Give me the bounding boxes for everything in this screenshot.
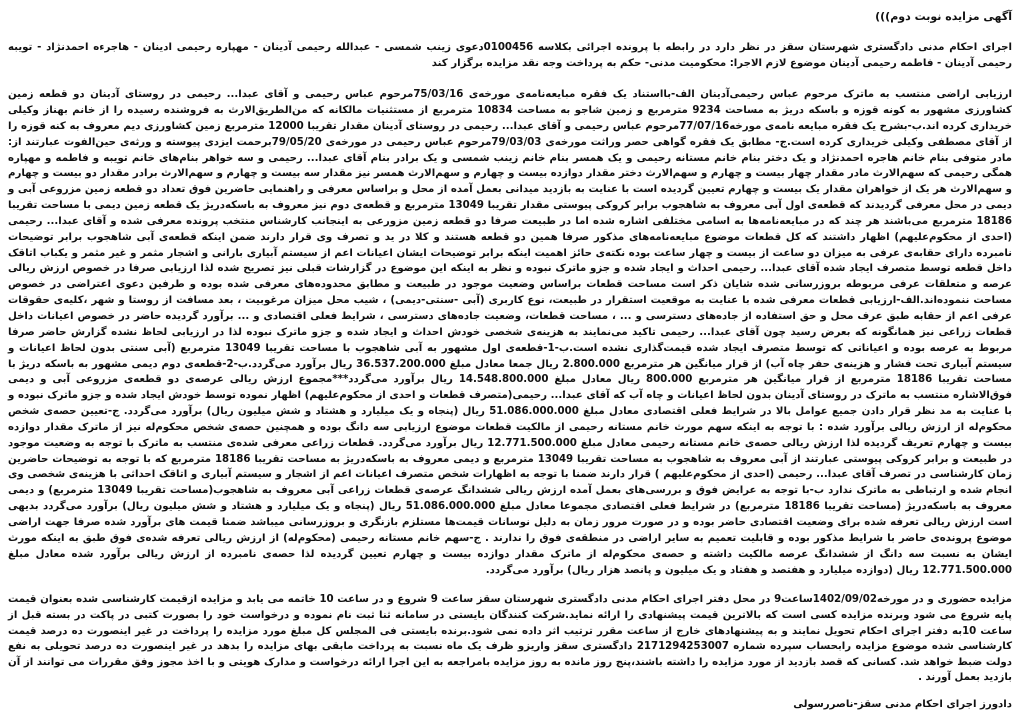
auction-notice: [8, 0, 1012, 712]
notice-auction-terms: مزایده حضوری و در مورخه1402/09/02ساعت9 در محل دفتر اجرای احکام مدنی دادگستری شهرستان سقز ساعت 9 شروع و در ساعت 10 خاتمه می یابد و مزایده ازقیمت کارشناسی شده بعنوان قیمت پایه شروع می شود وبرنده مزایده کسی است که بالاترین قیمت پیشنهادی را ارائه نماید.شرکت کنندگان بایستی در سامانه ثنا ثبت نام نموده و درخواست خود را بصورت کتبی در پاکت در بسته قبل از ساعت 10به دفتر اجرای احکام تحویل نمایند و به پیشنهادهای خارج از ساعت مقرر ترتیب اثر داده نمی شود.برنده بایستی فی المجلس کل مبلغ مورد مزایده را پرداخت در غیر اینصورت ده درصد قیمت کارشناسی شده موضوع مزایده رابحساب سپرده شماره 2171294253007 دادگستری سقز واریزو ظرف یک ماه نسبت به پرداخت مابقی بهای مزایده را بدهد در غیر اینصورت ده درصد تحویلی به نفع دولت ضبط خواهد شد. کسانی که قصد بازدید از مورد مزایده را داشته باشند،پنج روز مانده به روز مزایده بامراجعه به این اجرا ارائه درخواست و مدارک هویتی و با اخذ مجوز وفق مقررات می توانند از آن بازدید بعمل آورند .: [8, 594, 1012, 684]
notice-signature: دادورز اجرای احکام مدنی سقز-ناصررسولی: [793, 698, 1012, 710]
notice-intro: اجرای احکام مدنی دادگستری شهرستان سقز در نظر دارد در رابطه با پرونده اجرائی بکلاسه 0100456دعوی زینب شمسی - عبدالله رحیمی آدینان - مهپاره رحیمی ادینان - هاجرءه احمدنژاد - تویبه رحیمی آدینان - فاطمه رحیمی آدینان موضوع لازم الاجرا: محکومیت مدنی- حکم به پرداخت وجه نقد مزایده برگزار کند: [8, 42, 1012, 69]
notice-title: آگهی مزایده نوبت دوم))): [875, 10, 1012, 23]
notice-assessment-body: ارزیابی اراضی منتسب به ماترک مرحوم عباس رحیمی‌آدینان الف-بااستناد یک فقره مبایعه‌نامه‌ی مورخه‌ی 75/03/16مرحوم عباس رحیمی و آقای عبدا... رحیمی در روستای آدینان دو قطعه زمین کشاورزی مشهور به کونه قوزه و باسکه دریژ به مساحت 9234 مترمربع و زمین شاجو به مساحت 10834 مترمربع از مستثنیات مالکانه که من‌الطریق‌الارث به فروشنده رسیده را از خانم بهناز وکیلی خریداری کرده اند.ب-بشرح یک فقره مبایعه نامه‌ی مورخه77/07/16مرحوم عباس رحیمی و آقای عبدا... رحیمی در روستای آدینان مقدار تقریبا 12000 مترمربع زمین کشاورزی دیم معروف به کنه قوزه را از آقای مصطفی وکیلی خریداری کرده است.ج- مطابق یک فقره گواهی حصر وراثت مورخه‌ی 79/03/03مرحوم عباس رحیمی در مورخه‌ی 79/05/20برحمت ایزدی پیوسته و ورثه‌ی حین‌الفوت عبارتند از: مادر متوفی بنام خانم هاجره احمدنژاد و یک دختر بنام خانم مستانه رحیمی و یک همسر بنام خانم زینب شمسی و یک برادر بنام آقای عبدا... رحیمی و سه خواهر بنام‌های خانم تویبه و فاطمه و مهپاره همگی رحیمی که سهم‌الارث مادر مقدار چهار بیست و چهارم و سهم‌الارث دختر مقدار دوازده بیست و چهارم و سهم‌الارث همسر نیز مقدار سه بیست و چهارم و سهم‌الارث برادر مقدار دو بیست و چهارم و سهم‌الارث هر یک از خواهران مقدار یک بیست و چهارم تعیین گردیده است با عنایت به بازدید میدانی بعمل آمده از محل و براساس معرفی و راهنمایی حاضرین فوق تعداد دو قطعه زمین مزروعی آبی و دیمی در محل معرفی گردیدند که قطعه‌ی اول آبی معروف به شاهجوب برابر کروکی پیوستی مقدار تقریبا 13049 مترمربع و قطعه‌ی دوم نیز معروف به باسکه‌دریژ یک قطعه زمین دیمی با مساحت تقریبا 18186 مترمربع می‌باشند هر چند که در مبایعه‌نامه‌ها به اسامی مختلفی اشاره شده اما در طبیعت صرفا دو قطعه زمین مزورعی به اینجانب کارشناس منتخب پرونده معرفی شده و آقای عبدا... رحیمی (احدی از محکوم‌علیهم) اظهار داشتند که کل قطعات موضوع مبایعه‌نامه‌های مذکور صرفا همین دو قطعه هستند و کلا در ید و تصرف وی قرار دارند ضمن اینکه قطعه‌ی آبی شاهجوب برابر توضیحات نامبرده دارای حقابه‌ی عرفی به میزان دو ساعت از بیست و چهار ساعت بوده نکته‌ی حائز اهمیت اینکه برابر توضیحات ایشان اعیانات اعم از سیستم آبیاری بارانی و اشجار مثمر و غیر مثمر و یکباب اتاقک داخل قطعه توسط متصرف ایجاد شده آقای عبدا... رحیمی احداث و ایجاد شده و جزو ماترک نبوده و نظر به اینکه این موضوع در گزارشات قبلی نیز تصریح شده لذا ارزیابی صرفا در خصوص ارزش ریالی عرصه و متعلقات عرفی مربوطه بروزرسانی شده شایان ذکر است مساحت قطعات براساس وضعیت موجود در طبیعت و مطابق محدوده‌های معرفی شده بوده و طرفین دعوی اعتراضی در خصوص مساحت ننموده‌اند.الف-ارزیابی قطعات معرفی شده با عنایت به موقعیت استقرار در طبیعت، نوع کاربری (آبی -سنتی-دیمی) ، شیب محل میزان مرغوبیت ، بعد مسافت از روستا و شهر ،کلیه‌ی حقوقات عرفی اعم از حقابه طبق عرف محل و حق استفاده از جاده‌های دسترسی و ... ، مساحت قطعات، وضعیت جاده‌های دسترسی ، شرایط فعلی اقتصادی و ... برآورد گردیده حاضر در خصوص اعیانات داخل قطعات زراعی نیز همانگونه که بعرض رسید چون آقای عبدا... رحیمی تاکید می‌نمایند به هزینه‌ی شخصی خودش احداث و ایجاد شده و جزو ماترک نبوده لذا در ارزیابی لحاظ نشده گزارش حاضر صرفا مربوط به عرصه بوده و اعیاناتی که توسط متصرف ایجاد شده قیمت‌گذاری نشده است.ب-1-قطعه‌ی اول مشهور به آبی شاهجوب با مساحت تقریبا 13049 مترمربع (آبی سنتی بدون لحاظ اعیانات و سیستم آبیاری تحت فشار و هزینه‌ی حفر چاه آب) از قرار میانگین هر مترمربع 2.800.000 ریال جمعا معادل مبلغ 36.537.200.000 ریال برآورد می‌گردد.ب-2-قطعه‌ی دوم دیمی مشهور به باسکه دریژ با مساحت تقریبا 18186 مترمربع از قرار میانگین هر مترمربع 800.000 ریال معادل مبلغ 14.548.800.000 ریال برآورد می‌گردد***مجموع ارزش ریالی عرصه‌ی دو قطعه‌ی مزروعی آبی و دیمی فوق‌الاشاره منتسب به ماترک در روستای آدینان بدون لحاظ اعیانات و چاه آب که آقای عبدا... رحیمی(متصرف قطعات و احدی از محکوم‌علیهم) اظهار نموده توسط خودش ایجاد شده و جزو ماترک نبوده و با عنایت به مد نظر قرار دادن جمیع عوامل بالا در شرایط فعلی اقتصادی معادل مبلغ 51.086.000.000 ریال (پنجاه و یک میلیارد و هشتاد و شش میلیون ریال) برآورد می‌گردد. ج-تعیین حصه‌ی شخص محکوم‌له از ارزش ریالی برآورد شده : با توجه به اینکه سهم مورث خانم مستانه رحیمی از مالکیت قطعات موضوع ارزیابی سه دانگ بوده و همچنین حصه‌ی شخص محکوم‌له نیز از ماترک مقدار دوازده بیست و چهارم تعریف گردیده لذا ارزش ریالی حصه‌ی خانم مستانه رحیمی معادل مبلغ 12.771.500.000 ریال برآورد می‌گردد. قطعات زراعی معرفی شده‌ی منتسب به ماترک با توجه به وضعیت موجود در طبیعت و برابر کروکی پیوستی عبارتند از آبی معروف به شاهجوب به مساحت تقریبا 13049 مترمربع و دیمی معروف به باسکه‌دریژ به مساحت تقریبا 18186 مترمربع که با توجه به توضیحات حاضرین زمان کارشناسی در تصرف آقای عبدا... رحیمی (احدی از محکوم‌علیهم ) قرار دارند ضمنا با توجه به اظهارات شخص متصرف اعیانات اعم از اشجار و سیستم آبیاری و اتاقک احداثی با هزینه‌ی شخصی وی انجام شده و ارتباطی به ماترک ندارد ب-با توجه به عرایض فوق و بررسی‌های بعمل آمده ارزش ریالی ششدانگ عرصه‌ی قطعات زراعی آبی معروف به شاهجوب(مساحت تقریبا 13049 مترمربع) و دیمی معروف به باسکه‌دریژ (مساحت تقریبا 18186 مترمربع) در شرایط فعلی اقتصادی مجموعا معادل مبلغ 51.086.000.000 ریال (پنجاه و یک میلیارد و هشتاد و شش میلیون ریال) برآورد می‌گردد بدیهی است ارزش ریالی تعرفه شده برای وضعیت اقتصادی حاضر بوده و در صورت مرور زمان به دلیل نوسانات قیمت‌ها مستلزم بازنگری و بروزرسانی میباشد ضمنا قیمت های برآورد شده صرفا جهت اراضی موضوع پرونده‌ی حاضر با شرایط مذکور بوده و قابلیت تعمیم به سایر اراضی در منطقه‌ی فوق را ندارند . ج-سهم خانم مستانه رحیمی (محکوم‌له) از ارزش ریالی تعرفه شده‌ی فوق طبق به اینکه مورث ایشان به نسبت سه دانگ از ششدانگ عرصه مالکیت داشته و حصه‌ی محکوم‌له از ماترک مقدار دوازده بیست و چهارم تعیین گردیده لذا حصه‌ی نامبرده از ارزش ریالی برآورد شده معادل مبلغ 12.771.500.000 ریال (دوازده میلیارد و هفتصد و هفتاد و یک میلیون و پانصد هزار ریال) برآورد می‌گردد.: [8, 89, 1013, 576]
